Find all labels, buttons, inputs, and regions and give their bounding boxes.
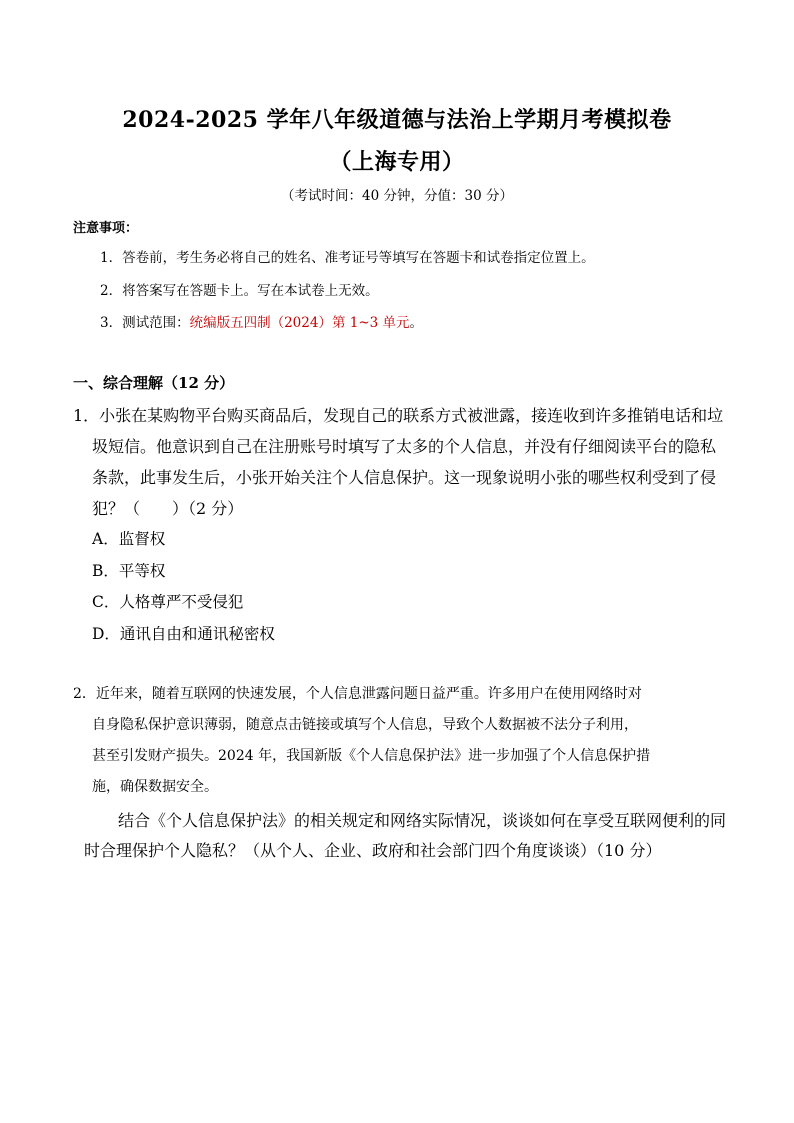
question-2-line: 自身隐私保护意识薄弱，随意点击链接或填写个人信息，导致个人数据被不法分子利用， [92, 717, 638, 733]
question-2-prompt: 时合理保护个人隐私？（从个人、企业、政府和社会部门四个角度谈谈）（10 分） [84, 841, 662, 860]
question-2-prompt: 结合《个人信息保护法》的相关规定和网络实际情况，谈谈如何在享受互联网便利的同 [118, 811, 727, 830]
question-1-line: 条款，此事发生后，小张开始关注个人信息保护。这一现象说明小张的哪些权利受到了侵 [92, 468, 717, 487]
notice-heading: 注意事项： [73, 221, 139, 236]
test-scope: 统编版五四制（2024）第 1~3 单元 [189, 315, 410, 331]
option-d: D．通讯自由和通讯秘密权 [92, 625, 275, 643]
exam-info: （考试时间：40 分钟，分值：30 分） [281, 188, 513, 204]
option-c: C．人格尊严不受侵犯 [92, 593, 244, 611]
notice-item-1: 1．答卷前，考生务必将自己的姓名、准考证号等填写在答题卡和试卷指定位置上。 [100, 250, 595, 266]
question-2-line: 甚至引发财产损失。2024 年，我国新版《个人信息保护法》进一步加强了个人信息保护措 [92, 748, 651, 764]
question-2-line: 2．近年来，随着互联网的快速发展，个人信息泄露问题日益严重。许多用户在使用网络时对 [73, 686, 642, 702]
notice-item-3-suffix: 。 [409, 315, 424, 331]
option-a: A．监督权 [92, 530, 166, 548]
question-1-line: 圾短信。他意识到自己在注册账号时填写了太多的个人信息，并没有仔细阅读平台的隐私 [92, 437, 717, 456]
page-title: 2024-2025 学年八年级道德与法治上学期月考模拟卷 [122, 107, 672, 133]
question-2-line: 施，确保数据安全。 [92, 779, 218, 795]
section-heading: 一、综合理解（12 分） [73, 374, 235, 392]
question-1-line: 1．小张在某购物平台购买商品后，发现自己的联系方式被泄露，接连收到许多推销电话和垃 [73, 406, 724, 425]
notice-item-2: 2．将答案写在答题卡上。写在本试卷上无效。 [100, 283, 379, 299]
page-subtitle: （上海专用） [329, 149, 465, 175]
option-b: B．平等权 [92, 562, 166, 580]
notice-item-3 [100, 311, 423, 331]
notice-item-3-prefix: 3．测试范围： [100, 315, 190, 331]
question-1-line: 犯？（ ）（2 分） [92, 499, 244, 518]
